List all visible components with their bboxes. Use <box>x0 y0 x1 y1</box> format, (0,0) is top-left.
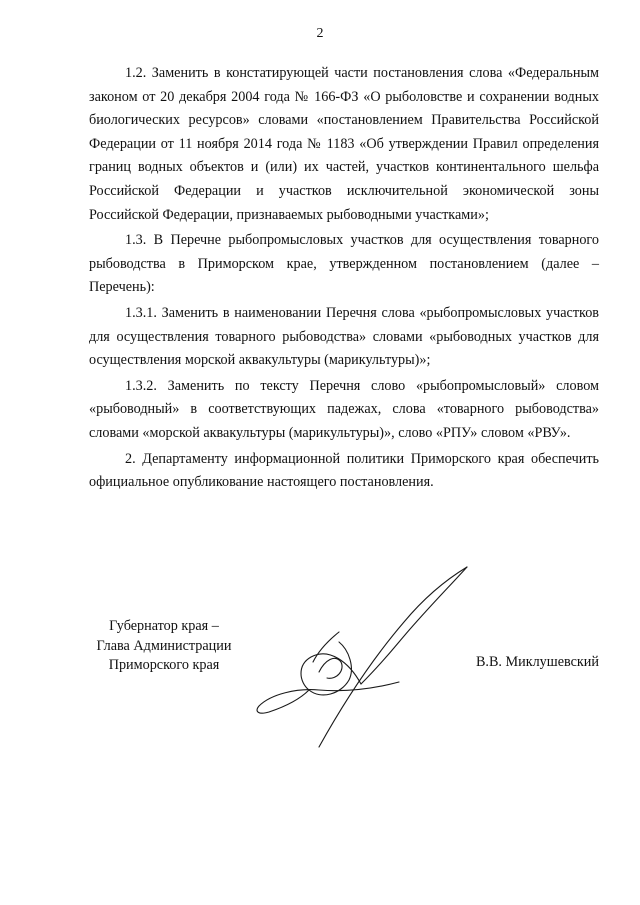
signatory-title-line: Губернатор края – <box>109 618 219 634</box>
page-number: 2 <box>316 26 324 41</box>
signature-block <box>89 607 599 747</box>
paragraph-2: 2. Департаменту информационной политики Приморского края обеспечить официальное опубликование настоящего постановления. <box>89 450 599 491</box>
signatory-title-line: Глава Администрации <box>96 637 232 654</box>
signatory-title <box>89 617 239 676</box>
paragraph-1-3-1: 1.3.1. Заменить в наименовании Перечня слова «рыбопромысловых участков для осуществления товарного рыбоводства» словами «рыбоводных участков для осуществления морской аквакультуры (марикультуры)»; <box>89 304 599 369</box>
paragraph-1-3: 1.3. В Перечне рыбопромысловых участков для осуществления товарного рыбоводства в Приморском крае, утвержденном постановлением (далее – Перечень): <box>89 232 599 296</box>
paragraph-1-2: 1.2. Заменить в констатирующей части постановления слова «Федеральным законом от 20 декабря 2004 года № 166-ФЗ «О рыболовстве и сохранении водных биологических ресурсов» словами «постановлением Правительства Российской Федерации от 11 ноября 2014 года № 1183 «Об утверждении Правил определения границ водных объектов и (или) их частей, участков континентального шельфа Российской Федерации и участков исключительной экономической зоны Российской Федерации, признаваемых рыбоводными участками»; <box>89 65 599 223</box>
document-body <box>89 62 599 497</box>
signatory-title-line: Приморского края <box>108 657 220 673</box>
paragraph-1-3-2: 1.3.2. Заменить по тексту Перечня слово «рыбопромысловый» словом «рыбоводный» в соответствующих падежах, слова «товарного рыбоводства» словами «морской аквакультуры (марикультуры)», слово «РПУ» словом «РВУ». <box>89 377 599 441</box>
signatory-name: В.В. Миклушевский <box>475 654 599 670</box>
handwritten-signature <box>249 562 479 752</box>
